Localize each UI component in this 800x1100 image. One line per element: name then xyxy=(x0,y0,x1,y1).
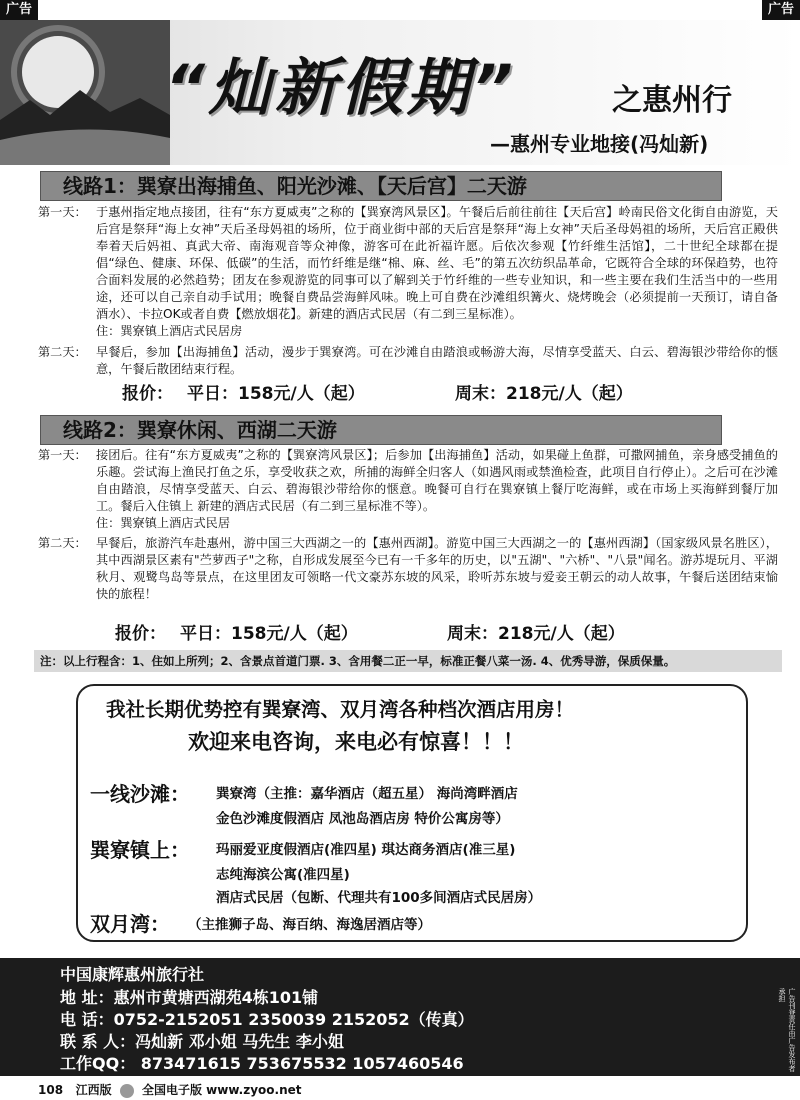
hero-subtitle: 之惠州行 xyxy=(612,83,732,118)
page-number: 108 xyxy=(38,1083,64,1097)
hotel-headline-2: 欢迎来电咨询，来电必有惊喜！！！ xyxy=(188,730,524,754)
hotel-group-shuangyue: 双月湾： xyxy=(90,912,170,936)
site-label: 全国电子版 www.zyoo.net xyxy=(142,1083,302,1097)
company-address: 地 址：惠州市黄塘西湖苑4栋101铺 xyxy=(60,988,319,1007)
company-phone: 电 话：0752-2152051 2350039 2152052（传真） xyxy=(60,1010,474,1029)
hotel-line: 志纯海滨公寓(准四星) xyxy=(216,867,350,883)
company-qq: 工作QQ： 873471615 753675532 1057460546 xyxy=(60,1054,464,1073)
day-text: 早餐后，参加【出海捕鱼】活动，漫步于巽寮湾。可在沙滩自由踏浪或畅游大海，尽情享受蓝天、白云、碧海银沙带给你的惬意，午餐后散团结束行程。 xyxy=(96,345,778,376)
company-name: 中国康辉惠州旅行社 xyxy=(60,965,205,984)
hotel-promo-box xyxy=(76,684,748,942)
hotel-line: 玛丽爱亚度假酒店(准四星) 琪达商务酒店(准三星) xyxy=(216,842,516,858)
ad-tag-right: 广告 xyxy=(762,0,800,20)
side-disclaimer: 广告刊登责任由广告发布者承担 xyxy=(778,988,796,1072)
route-2-day-2 xyxy=(38,535,778,603)
route-1-price-label: 报价： xyxy=(122,384,173,404)
company-contacts: 联 系 人：冯灿新 邓小姐 马先生 李小姐 xyxy=(60,1032,344,1051)
day-label: 第二天： xyxy=(38,345,87,359)
route-2-day-1 xyxy=(38,447,778,532)
hero-banner xyxy=(0,20,800,165)
moon-landscape-image xyxy=(0,20,170,165)
ad-tag-left: 广告 xyxy=(0,0,38,20)
route-2-price-weekend: 周末：218元/人（起） xyxy=(447,624,625,644)
route-1-day-1 xyxy=(38,204,778,340)
route-2-price-label: 报价： xyxy=(115,624,166,644)
hotel-group-beach: 一线沙滩： xyxy=(90,782,190,806)
day-label: 第二天： xyxy=(38,536,87,550)
day-hotel: 住：巽寮镇上酒店式民居 xyxy=(96,516,231,530)
inclusions-note: 注：以上行程含：1、住如上所列；2、含景点首道门票. 3、含用餐二正一早，标准正餐八菜一汤. 4、优秀导游，保质保量。 xyxy=(34,650,782,672)
route-2-title: 线路2：巽寮休闲、西湖二天游 xyxy=(63,418,337,442)
edition-label: 江西版 xyxy=(75,1083,112,1097)
route-1-price-weekday: 平日：158元/人（起） xyxy=(187,384,365,404)
hero-title: “灿新假期” xyxy=(165,51,517,124)
hotel-line: 金色沙滩度假酒店 凤池岛酒店房 特价公寓房等） xyxy=(216,811,509,827)
day-label: 第一天： xyxy=(38,205,87,219)
hotel-group-town: 巽寮镇上： xyxy=(90,838,190,862)
page-footer-line xyxy=(38,1081,302,1098)
hotel-headline-1: 我社长期优势控有巽寮湾、双月湾各种档次酒店用房！ xyxy=(106,698,575,721)
day-label: 第一天： xyxy=(38,448,87,462)
route-1-price-weekend: 周末：218元/人（起） xyxy=(455,384,633,404)
route-1-title: 线路1：巽寮出海捕鱼、阳光沙滩、【天后宫】二天游 xyxy=(63,174,527,198)
contact-footer xyxy=(0,958,800,1076)
hotel-line: 巽寮湾（主推：嘉华酒店（超五星） 海尚湾畔酒店 xyxy=(216,786,518,802)
day-hotel: 住：巽寮镇上酒店式民居房 xyxy=(96,324,243,338)
day-text: 早餐后，旅游汽车赴惠州，游中国三大西湖之一的【惠州西湖】。游览中国三大西湖之一的【惠州西湖】（国家级风景名胜区），其中西湖景区素有"苎萝西子"之称，自形成发展至今已有一千多年的历史，以"五湖"、"六桥"、"八景"闻名。游苏堤玩月、平湖秋月、观鹭鸟岛等景点，在这里团友可领略一代文豪苏东坡的风采，聆听苏东坡与爱妾王朝云的动人故事，午餐后送团结束愉快的旅程！ xyxy=(96,536,778,601)
hero-agency-line: —惠州专业地接(冯灿新) xyxy=(490,132,709,156)
hotel-line: （主推狮子岛、海百纳、海逸居酒店等） xyxy=(188,917,431,933)
publication-logo-icon xyxy=(120,1084,134,1098)
route-2-header xyxy=(40,415,722,445)
hotel-line: 酒店式民居（包断、代理共有100多间酒店式民居房） xyxy=(216,890,542,906)
day-text: 接团后。往有“东方夏威夷”之称的【巽寮湾风景区】；后参加【出海捕鱼】活动，如果碰上鱼群，可撒网捕鱼，亲身感受捕鱼的乐趣。尝试海上渔民打鱼之乐，享受收获之欢，所捕的海鲜全归客人（如遇风雨或禁渔检查，此项目自行停止）。之后可在沙滩自由踏浪，尽情享受蓝天、白云、碧海银沙带给你的惬意。晚餐可自行在巽寮镇上餐厅吃海鲜，或在市场上买海鲜到餐厅加工。餐后入住镇上 新建的酒店式民居（有二到三星标准不等）。 xyxy=(96,448,778,513)
route-1-header xyxy=(40,171,722,201)
route-2-price-weekday: 平日：158元/人（起） xyxy=(180,624,358,644)
route-1-day-2 xyxy=(38,344,778,378)
day-text: 于惠州指定地点接团，往有“东方夏威夷”之称的【巽寮湾风景区】。午餐后后前往前往【天后宫】岭南民俗文化街自由游览，天后宫是祭拜“海上女神”天后圣母妈祖的场所，位于商业街中部的天后宫是祭拜“海上女神”天后圣母妈祖的场所，天后宫正殿供奉着天后妈祖、真武大帝、南海观音等众神像，游客可在此祈福许愿。后依次参观【竹纤维生活馆】，二十世纪全球都在提倡“绿色、健康、环保、低碳”的生活，而竹纤维是继“棉、麻、丝、毛”的第五次纺织品革命，它既符合全球的环保趋势，也符合面料发展的必然趋势；团友在参观游览的同事可以了解到关于竹纤维的一些专业知识，和一些主要在我们生活当中的一些用途，还可以自己亲自动手试用；晚餐自费品尝海鲜风味。晚上可自费在沙滩组织篝火、烧烤晚会（必须提前一天预订，请自备酒水）、卡拉OK或者自费【燃放烟花】。新建的酒店式民居（有二到三星标准）。 xyxy=(96,205,778,321)
